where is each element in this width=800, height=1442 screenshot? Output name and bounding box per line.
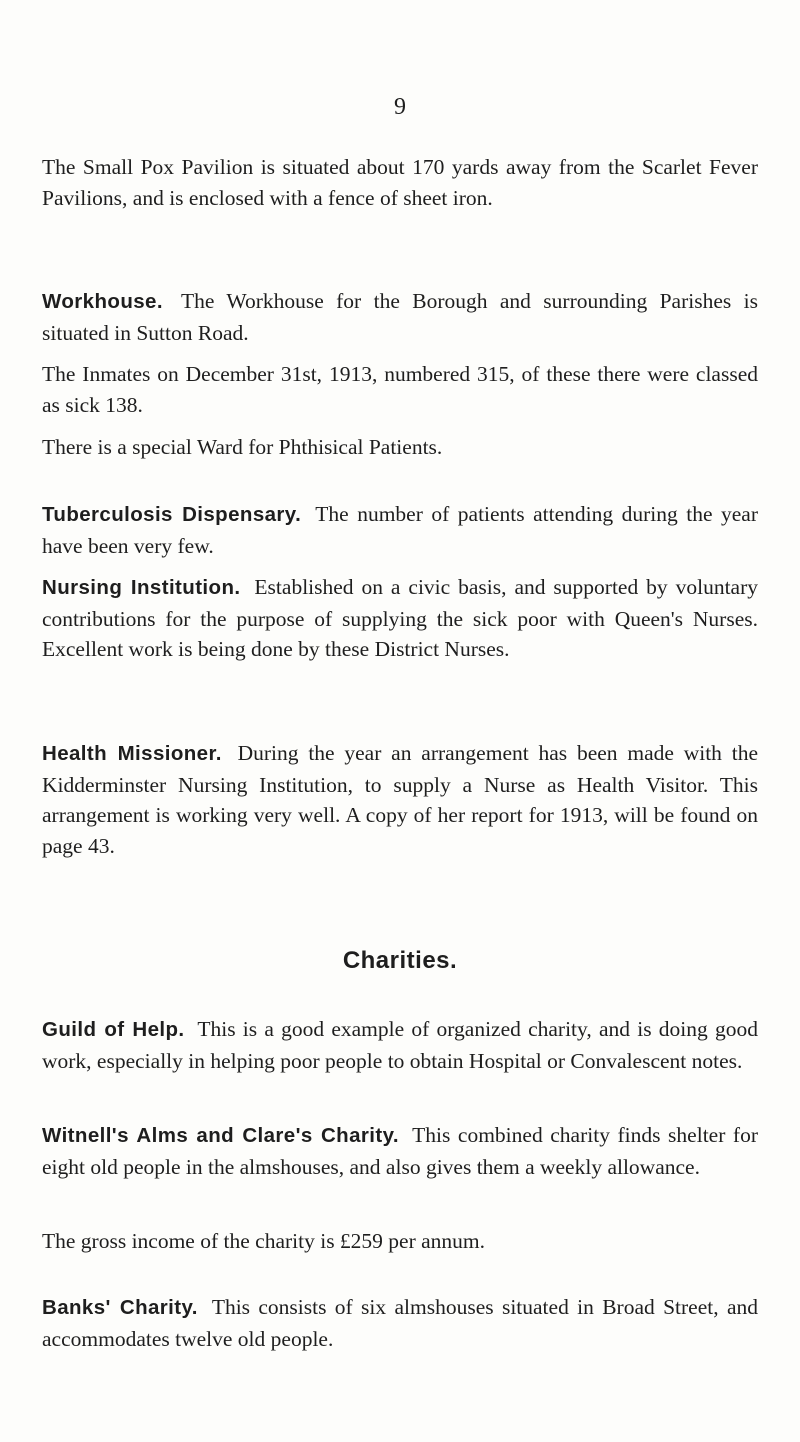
heading-tuberculosis-dispensary: Tuberculosis Dispensary.: [42, 503, 302, 526]
paragraph-text: Established on a civic basis, and supported by voluntary contributions for the purpose of supplying the sick poor with Queen's Nurses. Excellent work is being done by these District Nurses.: [42, 575, 759, 662]
page-number: 9: [394, 94, 406, 120]
paragraph-text: The gross income of the charity is £259 per annum.: [42, 1229, 486, 1253]
paragraph-phthisical-ward: [42, 432, 758, 463]
paragraph-text: The Small Pox Pavilion is situated about 170 yards away from the Scarlet Fever Pavilions, and is enclosed with a fence of sheet iron.: [42, 155, 758, 210]
section-title-charities: Charities.: [342, 947, 458, 974]
paragraph-text: The number of patients attending during the year have been very few.: [42, 502, 758, 558]
paragraph-workhouse: [42, 286, 758, 348]
paragraph-text: The Inmates on December 31st, 1913, numbered 315, of these there were classed as sick 138.: [42, 362, 758, 417]
paragraph-guild-of-help: [42, 1014, 758, 1076]
paragraph-health-missioner: [42, 738, 758, 861]
paragraph-banks-charity: [42, 1292, 758, 1354]
paragraph-inmates: [42, 359, 758, 420]
heading-workhouse: Workhouse.: [42, 290, 163, 313]
heading-nursing-institution: Nursing Institution.: [42, 576, 241, 599]
paragraph-text: During the year an arrangement has been made with the Kidderminster Nursing Institution, to supply a Nurse as Health Visitor. This arrangement is working very well. A copy of her report for 1913, will be found on page 43.: [42, 741, 758, 858]
paragraph-tuberculosis-dispensary: [42, 499, 758, 561]
heading-health-missioner: Health Missioner.: [42, 742, 222, 765]
paragraph-small-pox-pavilion: [42, 152, 758, 213]
paragraph-witnells-alms: [42, 1120, 758, 1182]
paragraph-nursing-institution: [42, 572, 758, 665]
heading-guild-of-help: Guild of Help.: [42, 1018, 185, 1041]
paragraph-gross-income: [42, 1226, 758, 1257]
paragraph-text: There is a special Ward for Phthisical Patients.: [42, 435, 443, 459]
paragraph-text: This combined charity finds shelter for eight old people in the almshouses, and also gives them a weekly allowance.: [42, 1123, 758, 1179]
heading-banks-charity: Banks' Charity.: [42, 1296, 198, 1319]
paragraph-text: This consists of six almshouses situated in Broad Street, and accommodates twelve old people.: [42, 1295, 758, 1351]
heading-witnells-alms: Witnell's Alms and Clare's Charity.: [42, 1124, 399, 1147]
paragraph-text: This is a good example of organized charity, and is doing good work, especially in helping poor people to obtain Hospital or Convalescent notes.: [42, 1017, 758, 1073]
paragraph-text: The Workhouse for the Borough and surrounding Parishes is situated in Sutton Road.: [42, 289, 758, 345]
